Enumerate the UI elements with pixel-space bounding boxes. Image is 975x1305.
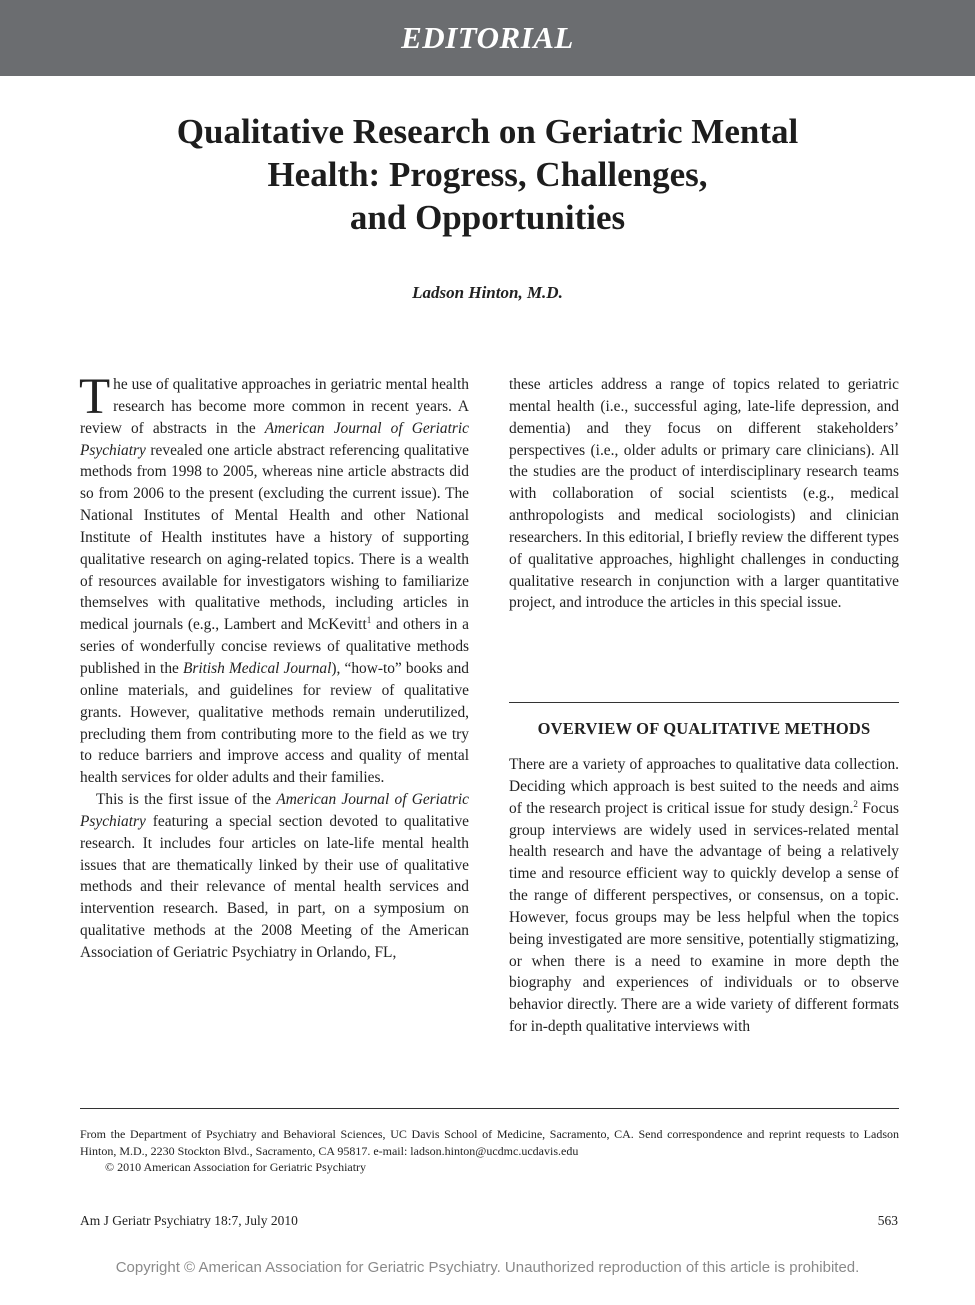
author-byline: Ladson Hinton, M.D. xyxy=(412,283,563,302)
section-divider xyxy=(509,702,899,703)
p4-text-a: There are a variety of approaches to qualitative data collection. Deciding which approach is best suited to the needs and aims of the research project is critical issue for study design. xyxy=(509,756,899,817)
p4-text-b: Focus group interviews are widely used in services-related mental health research and have the advantage of being a relatively time and resource efficient way to quickly develop a sense of the range of different perspectives, or consensus, on a topic. However, focus groups may be less helpful when the topics being investigated are more sensitive, potentially stigmatizing, or when there is a need to examine in more depth the biography and experiences of individuals or to observe behavior directly. There are a wide variety of different formats for in-depth qualitative interviews with xyxy=(509,799,899,1036)
page-number: 563 xyxy=(877,1213,898,1228)
title-line-1: Qualitative Research on Geriatric Mental xyxy=(176,112,799,151)
copyright-watermark: Copyright © American Association for Geriatric Psychiatry. Unauthorized reproduction of this article is prohibited. xyxy=(115,1259,860,1276)
paragraph-2 xyxy=(80,789,469,964)
reference-2: 2 xyxy=(853,798,858,809)
body-column-right-top xyxy=(509,374,899,614)
title-line-2: Health: Progress, Challenges, xyxy=(267,155,708,194)
p2-text-a: This is the first issue of the xyxy=(96,791,277,809)
section-heading: OVERVIEW OF QUALITATIVE METHODS xyxy=(537,719,871,738)
body-column-left xyxy=(79,369,469,964)
journal-name-italic: American Journal of Geriatric Psychiatry xyxy=(80,419,469,459)
journal-citation: Am J Geriatr Psychiatry 18:7, July 2010 xyxy=(80,1213,298,1228)
body-column-right-bottom xyxy=(509,754,899,1038)
p2-text-b: featuring a special section devoted to qualitative research. It includes four articles on late-life mental health issues that are thematically linked by their use of qualitative methods and their relevance of mental health services and intervention research. Based, in part, on a symposium on qualitative methods at the 2008 Meeting of the American Association of Geriatric Psychiatry in Orlando, FL, xyxy=(80,812,469,961)
title-line-3: and Opportunities xyxy=(349,198,626,237)
editorial-banner: EDITORIAL xyxy=(0,0,975,76)
reference-1: 1 xyxy=(366,615,372,626)
p1-text-a: he use of qualitative approaches in geriatric mental health research has become more common in recent years. A review of abstracts in the xyxy=(80,376,469,437)
p1-text-b: revealed one article abstract referencing qualitative methods from 1998 to 2005, whereas nine article abstracts did so from 2006 to the present (excluding the current issue). The National Institutes of Mental Health and other National Institute of Health institutes have a history of supporting qualitative research on aging-related topics. There is a wealth of resources available for investigators wishing to familiarize themselves with qualitative methods, including articles in medical journals (e.g., Lambert and McKevitt xyxy=(80,441,469,634)
paragraph-1 xyxy=(79,369,469,789)
affiliation-note: From the Department of Psychiatry and Behavioral Sciences, UC Davis School of Medicine, Sacramento, CA. Send correspondence and reprint requests to Ladson Hinton, M.D., 2230 Stockton Blvd., Sacramento, CA 95817. e-mail: ladson.hinton@ucdmc.ucdavis.edu xyxy=(80,1127,899,1158)
paragraph-3: these articles address a range of topics related to geriatric mental health (i.e., successful aging, late-life depression, and dementia) and they focus on different stakeholders’ perspectives (i.e., older adults or primary care clinicians). All the studies are the product of interdisciplinary research teams with collaboration of social scientists (e.g., medical anthropologists and medical sociologists) and clinician researchers. In this editorial, I briefly review the different types of qualitative approaches, highlight challenges in conducting qualitative research in conjunction with a larger quantitative project, and introduce the articles in this special issue. xyxy=(509,376,899,612)
drop-cap: T xyxy=(79,369,111,425)
p1-text-d: ), “how-to” books and online materials, and guidelines for review of qualitative grants. However, qualitative methods remain underutilized, precluding them from contributing more to the field as we try to reduce barriers and improve access and quality of mental health services for older adults and their families. xyxy=(80,659,469,787)
footnote xyxy=(80,1126,899,1176)
paragraph-4 xyxy=(509,754,899,1038)
copyright-note: © 2010 American Association for Geriatric Psychiatry xyxy=(105,1160,367,1174)
footnote-divider xyxy=(80,1108,899,1109)
bmj-italic: British Medical Journal xyxy=(182,659,332,677)
journal-name-italic-2: American Journal of Geriatric Psychiatry xyxy=(80,791,469,830)
article-title xyxy=(80,110,895,239)
p1-text-c: and others in a series of wonderfully concise reviews of qualitative methods published in the xyxy=(80,616,469,677)
